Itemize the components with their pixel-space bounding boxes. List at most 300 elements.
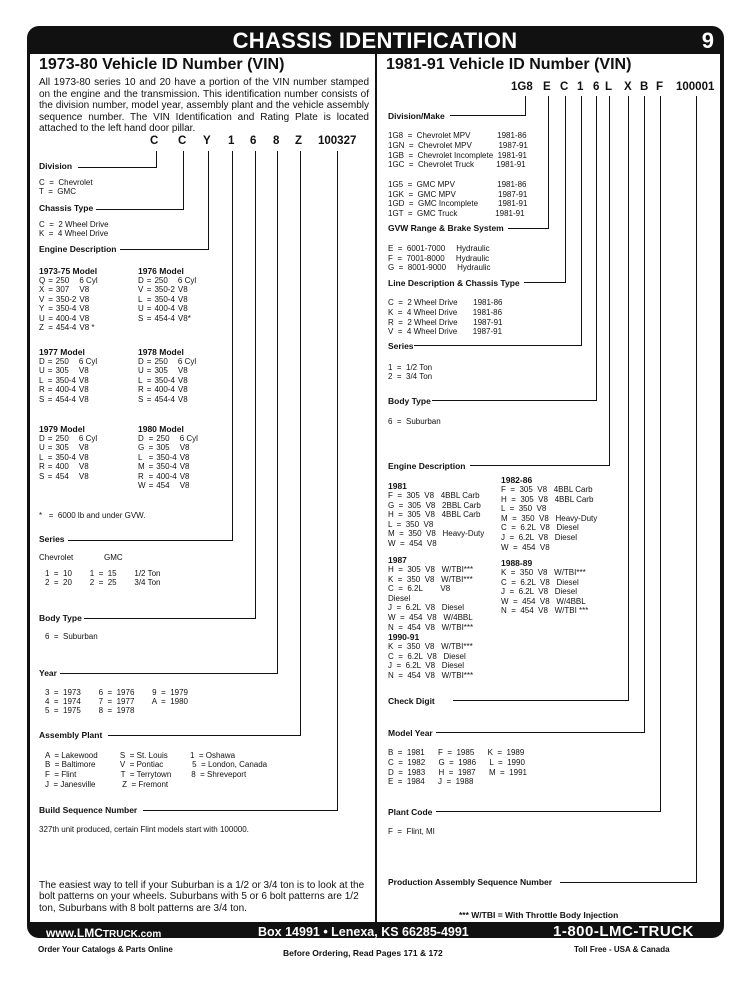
bolt-pattern-tip: The easiest way to tell if your Suburban is a 1/2 or 3/4 ton is to look at the bolt patterns on your wheels. Suburbans with 5 or 6 bolt patterns are 1/2 ton, Suburbans with 8 bolt patterns are 3/4 ton.: [39, 880, 365, 914]
division-make-item: 1GT = GMC Truck 1981-91: [388, 209, 525, 218]
table-cell: =: [47, 443, 53, 453]
table-cell: =: [47, 471, 53, 481]
build-sequence-label: Build Sequence Number: [39, 805, 138, 815]
table-cell: U: [138, 366, 144, 376]
vin-char: Z: [295, 135, 303, 147]
engine-item: W = 454 V8: [388, 538, 437, 548]
connector-line: [432, 400, 597, 401]
model-year-label: Model Year: [388, 728, 433, 738]
table-row: [138, 453, 201, 462]
connector-line: [565, 96, 566, 283]
table-cell: V8: [78, 366, 89, 376]
table-cell: W: [138, 481, 146, 491]
engine-item: K = 350 V8 W/TBI***: [388, 642, 473, 651]
series-label: Series: [388, 341, 414, 351]
connector-line: [156, 151, 157, 168]
connector-line: [596, 96, 597, 401]
table-cell: Z: [39, 323, 44, 333]
vin-char: E: [543, 81, 551, 93]
table-cell: V8: [79, 285, 90, 295]
toll-free-note: Toll Free - USA & Canada: [574, 945, 670, 954]
year-item: 3 = 1973 6 = 1976 9 = 1979: [45, 688, 188, 697]
table-cell: =: [146, 385, 152, 395]
table-cell: =: [47, 357, 53, 366]
connector-line: [96, 209, 184, 210]
table-cell: =: [47, 434, 53, 443]
connector-line: [300, 151, 301, 736]
engine-item: J = 6.2L V8 Diesel: [501, 587, 577, 597]
table-cell: G: [138, 443, 145, 453]
table-row: [39, 385, 100, 394]
website-prefix: www.: [46, 926, 77, 940]
left-heading: 1973-80 Vehicle ID Number (VIN): [39, 56, 285, 73]
engine-item: F = 305 V8 4BBL Carb: [501, 485, 593, 494]
table-row: [138, 304, 199, 313]
assembly-plant-item: J = Janesville Z = Fremont: [45, 780, 169, 789]
engine-item: C = 6.2L V8 Diesel: [501, 577, 579, 587]
connector-line: [609, 96, 610, 466]
table-row: [138, 385, 199, 394]
engine-group-title: 1987: [388, 555, 407, 565]
table-cell: V8: [177, 366, 188, 376]
table-cell: 454-4: [55, 323, 77, 333]
table-cell: =: [146, 375, 152, 385]
connector-line: [255, 151, 256, 619]
vin-char: B: [640, 81, 649, 93]
engine-item: L = 350 V8: [501, 504, 547, 514]
engine-group-title: 1980 Model: [138, 424, 184, 434]
table-row: [39, 314, 101, 323]
connector-line: [68, 540, 233, 541]
table-row: [138, 295, 199, 304]
vin-char: Y: [203, 135, 211, 147]
engine-group: [388, 555, 473, 632]
table-cell: 350-4: [55, 375, 76, 385]
table-cell: 6 Cyl: [179, 434, 198, 443]
table-cell: =: [47, 385, 53, 395]
table-cell: R: [138, 385, 144, 395]
page-title: CHASSIS IDENTIFICATION: [232, 28, 518, 53]
table-row: [39, 285, 101, 294]
table-cell: 350-2: [55, 294, 77, 304]
vin-char: 1: [577, 81, 584, 93]
engine-item: J = 6.2L V8 Diesel: [388, 661, 464, 671]
table-cell: S: [138, 394, 144, 404]
table-row: [39, 453, 100, 462]
table-cell: V8: [179, 471, 190, 481]
engine-item: J = 6.2L V8 Diesel: [388, 603, 464, 613]
table-cell: L: [138, 452, 143, 462]
table-cell: =: [146, 285, 152, 295]
model-year-item: E = 1984 J = 1988: [388, 777, 474, 786]
engine-group: [138, 266, 199, 323]
line-description-label: Line Description & Chassis Type: [388, 278, 520, 288]
table-cell: =: [48, 304, 53, 314]
vin-char: 100327: [318, 135, 357, 147]
table-cell: 250: [154, 276, 168, 285]
connector-line: [696, 96, 697, 883]
engine-item: H = 305 V8 W/TBI***: [388, 565, 474, 574]
table-cell: 454-4: [154, 394, 175, 404]
table-cell: 400: [55, 462, 69, 472]
table-cell: 305: [55, 366, 69, 376]
assembly-plant-label: Assembly Plant: [39, 730, 103, 740]
table-row: [138, 314, 199, 323]
engine-item: N = 454 V8 W/TBI***: [388, 622, 474, 632]
before-ordering-note: Before Ordering, Read Pages 171 & 172: [283, 948, 443, 958]
table-cell: 350-4: [55, 304, 77, 314]
table-cell: =: [48, 285, 53, 295]
division-item: C = Chevrolet: [39, 178, 93, 187]
table-cell: =: [48, 313, 53, 323]
table-cell: =: [48, 276, 53, 285]
connector-line: [120, 249, 209, 250]
engine-item: H = 305 V8 4BBL Carb: [501, 494, 594, 504]
table-cell: =: [48, 294, 53, 304]
line-description-item: K = 4 Wheel Drive 1981-86: [388, 308, 503, 317]
engine-item: W = 454 V8 W/4BBL: [388, 612, 473, 622]
table-cell: 305: [156, 443, 170, 453]
table-cell: L: [39, 375, 44, 385]
vin-char: 1: [228, 135, 235, 147]
vin-char: 1G8: [511, 81, 533, 93]
table-cell: U: [39, 313, 45, 323]
vin-char: 100001: [676, 81, 715, 93]
gvw-label: GVW Range & Brake System: [388, 223, 504, 233]
build-sequence-note: 327th unit produced, certain Flint models start with 100000.: [39, 825, 249, 834]
body-type-label: Body Type: [388, 396, 431, 406]
table-cell: =: [47, 394, 53, 404]
plant-code-item: F = Flint, MI: [388, 827, 435, 836]
engine-group-title: 1973-75 Model: [39, 266, 98, 276]
table-row: [138, 462, 201, 471]
table-cell: V8: [179, 481, 190, 491]
series-label: Series: [39, 534, 65, 544]
engine-item: L = 350 V8: [388, 519, 434, 529]
engine-item: H = 305 V8 4BBL Carb: [388, 510, 481, 520]
table-cell: =: [47, 366, 53, 376]
connector-line: [548, 96, 549, 229]
connector-line: [108, 735, 301, 736]
table-row: [39, 304, 101, 313]
chassis-item: K = 4 Wheel Drive: [39, 229, 109, 238]
vin-char: 6: [250, 135, 257, 147]
gvw-item: E = 6001-7000 Hydraulic: [388, 244, 490, 253]
website[interactable]: [46, 926, 161, 940]
engine-group-title: 1988-89: [501, 558, 533, 568]
website-brand: LMC: [76, 926, 103, 940]
line-description-item: V = 4 Wheel Drive 1987-91: [388, 327, 503, 336]
table-row: [39, 376, 100, 385]
table-row: [138, 481, 201, 490]
series-col-gmc: GMC: [104, 553, 123, 562]
chassis-label: Chassis Type: [39, 203, 94, 213]
engine-label: Engine Description: [39, 244, 117, 254]
table-cell: V8: [177, 394, 188, 404]
table-cell: =: [146, 276, 152, 285]
table-row: [138, 434, 201, 443]
vin-char: C: [150, 135, 159, 147]
model-year-item: B = 1981 F = 1985 K = 1989: [388, 748, 525, 757]
right-heading: 1981-91 Vehicle ID Number (VIN): [386, 56, 632, 73]
vin-char: L: [605, 81, 613, 93]
connector-line: [660, 96, 661, 812]
division-item: T = GMC: [39, 187, 76, 196]
table-row: [138, 443, 201, 452]
connector-line: [560, 882, 697, 883]
vin-char: X: [624, 81, 632, 93]
table-cell: 307: [55, 285, 70, 295]
table-row: [138, 276, 199, 285]
model-year-item: D = 1983 H = 1987 M = 1991: [388, 768, 527, 777]
table-cell: 6 Cyl: [177, 276, 197, 285]
series-item: 2 = 3/4 Ton: [388, 372, 433, 381]
check-digit-label: Check Digit: [388, 696, 435, 706]
table-cell: Q: [39, 276, 46, 285]
table-cell: Y: [39, 304, 45, 314]
engine-group-title: 1978 Model: [138, 347, 184, 357]
table-cell: =: [146, 366, 152, 376]
series-col-chevrolet: Chevrolet: [39, 553, 74, 562]
table-row: [138, 357, 199, 366]
connector-line: [208, 151, 209, 250]
division-label: Division: [39, 161, 73, 171]
table-cell: V8: [177, 375, 188, 385]
table-cell: 350-4: [55, 452, 76, 462]
vin-char: C: [560, 81, 569, 93]
series-item: 1 = 1/2 Ton: [388, 363, 433, 372]
engine-item: G = 305 V8 2BBL Carb: [388, 500, 481, 510]
table-cell: V: [138, 285, 144, 295]
connector-line: [84, 618, 256, 619]
gvw-item: F = 7001-8000 Hydraulic: [388, 254, 490, 263]
connector-line: [60, 673, 278, 674]
order-online-note: Order Your Catalogs & Parts Online: [38, 945, 173, 954]
table-cell: U: [39, 366, 45, 376]
vin-char: 6: [593, 81, 600, 93]
table-cell: S: [39, 394, 45, 404]
division-make-item: 1GB = Chevrolet Incomplete 1981-91: [388, 151, 527, 160]
table-row: [138, 395, 199, 404]
engine-item: W = 454 V8 W/4BBL: [501, 596, 586, 606]
table-cell: =: [148, 434, 154, 443]
mailing-address: Box 14991 • Lenexa, KS 66285-4991: [258, 925, 469, 939]
division-make-item: 1G5 = GMC MPV 1981-86: [388, 180, 527, 189]
table-cell: D: [138, 276, 144, 285]
page-number: 9: [701, 28, 714, 53]
table-cell: =: [47, 452, 53, 462]
table-cell: V8: [78, 385, 89, 395]
table-cell: D: [39, 357, 45, 366]
connector-line: [337, 151, 338, 811]
vin-char: 8: [273, 135, 280, 147]
table-row: [39, 323, 101, 332]
connector-line: [453, 700, 629, 701]
table-cell: V8: [177, 294, 188, 304]
phone-number[interactable]: 1-800-LMC-TRUCK: [553, 923, 694, 940]
table-cell: V8: [177, 385, 188, 395]
table-row: [138, 366, 199, 375]
table-cell: S: [39, 471, 45, 481]
series-item: 1 = 10 1 = 15 1/2 Ton: [45, 569, 161, 578]
connector-line: [232, 151, 233, 541]
division-make-item: 1GC = Chevrolet Truck 1981-91: [388, 160, 526, 169]
table-cell: M: [138, 462, 145, 472]
connector-line: [644, 96, 645, 733]
table-cell: =: [148, 452, 154, 462]
year-label: Year: [39, 668, 57, 678]
table-cell: =: [146, 394, 152, 404]
body-type-item: 6 = Suburban: [45, 632, 98, 641]
engine-group-title: 1979 Model: [39, 424, 85, 434]
vin-char: F: [656, 81, 664, 93]
division-make-item: 1GK = GMC MPV 1987-91: [388, 190, 528, 199]
table-row: [39, 366, 100, 375]
table-cell: V8: [78, 452, 89, 462]
tbi-note: *** W/TBI = With Throttle Body Injection: [459, 910, 619, 920]
table-cell: =: [146, 357, 152, 366]
table-cell: V8: [79, 304, 90, 314]
table-cell: =: [148, 462, 154, 472]
table-cell: L: [39, 452, 44, 462]
table-cell: 250: [55, 434, 69, 443]
website-suffix: TRUCK.com: [102, 929, 162, 940]
table-cell: V8: [78, 394, 89, 404]
table-row: [39, 443, 100, 452]
table-cell: V8: [78, 443, 89, 453]
table-cell: V: [39, 294, 45, 304]
connector-line: [436, 732, 645, 733]
table-row: [138, 472, 201, 481]
table-cell: D: [39, 434, 45, 443]
engine-group: [39, 347, 100, 404]
line-description-item: R = 2 Wheel Drive 1987-91: [388, 318, 503, 327]
table-cell: V8: [179, 443, 190, 453]
table-cell: V8: [179, 452, 190, 462]
table-cell: V8: [177, 304, 188, 314]
engine-group-title: 1976 Model: [138, 266, 184, 276]
gvw-item: G = 8001-9000 Hydraulic: [388, 263, 491, 272]
engine-item: K = 350 V8 W/TBI***: [501, 568, 586, 577]
chassis-item: C = 2 Wheel Drive: [39, 220, 109, 229]
table-cell: =: [47, 462, 53, 472]
table-cell: 454: [55, 471, 69, 481]
table-cell: 350-4: [154, 375, 175, 385]
table-cell: =: [148, 471, 154, 481]
vin-char: C: [178, 135, 187, 147]
table-cell: 350-4: [156, 462, 177, 472]
table-cell: R: [39, 462, 45, 472]
table-cell: 400-4: [55, 313, 77, 323]
table-cell: 454: [156, 481, 170, 491]
table-cell: =: [47, 375, 53, 385]
table-cell: =: [146, 294, 152, 304]
engine-item: M = 350 V8 Heavy-Duty: [388, 529, 485, 539]
table-cell: =: [146, 313, 152, 323]
table-cell: 250: [55, 357, 69, 366]
division-make-item: 1GN = Chevrolet MPV 1987-91: [388, 141, 528, 150]
connector-line: [470, 465, 610, 466]
table-cell: 250: [156, 434, 170, 443]
production-sequence-label: Production Assembly Sequence Number: [388, 877, 553, 887]
table-cell: 305: [55, 443, 69, 453]
table-cell: 6 Cyl: [78, 434, 98, 443]
table-row: [39, 462, 100, 471]
division-make-item: 1G8 = Chevrolet MPV 1981-86: [388, 131, 527, 140]
table-cell: V8*: [177, 313, 191, 323]
engine-group: [501, 558, 588, 616]
table-cell: V8: [78, 375, 89, 385]
body-type-item: 6 = Suburban: [388, 417, 441, 426]
connector-line: [450, 115, 526, 116]
table-row: [138, 285, 199, 294]
table-cell: 400-4: [156, 471, 177, 481]
engine-group: [138, 424, 201, 490]
table-cell: R: [138, 471, 144, 481]
table-cell: D: [138, 357, 144, 366]
engine-label: Engine Description: [388, 461, 466, 471]
table-cell: 6 Cyl: [177, 357, 197, 366]
year-item: 5 = 1975 8 = 1978: [45, 706, 135, 715]
connector-line: [78, 167, 157, 168]
table-row: [39, 276, 101, 285]
table-row: [39, 434, 100, 443]
engine-item: K = 350 V8 W/TBI***: [388, 574, 473, 584]
table-cell: V8: [78, 471, 89, 481]
table-cell: 250: [55, 276, 70, 285]
division-make-label: Division/Make: [388, 111, 445, 121]
connector-line: [581, 96, 582, 346]
body-type-label: Body Type: [39, 613, 82, 623]
assembly-plant-item: B = Baltimore V = Pontiac 5 = London, Canada: [45, 760, 268, 769]
table-cell: 350-2: [154, 285, 175, 295]
connector-line: [508, 228, 549, 229]
engine-group: [39, 266, 101, 332]
table-cell: 454-4: [154, 313, 175, 323]
table-cell: S: [138, 313, 144, 323]
table-cell: 400-4: [154, 304, 175, 314]
engine-item: F = 305 V8 4BBL Carb: [388, 491, 480, 500]
table-cell: R: [39, 385, 45, 395]
engine-item: J = 6.2L V8 Diesel: [501, 532, 577, 542]
connector-line: [143, 810, 338, 811]
engine-item: M = 350 V8 Heavy-Duty: [501, 513, 598, 523]
table-cell: 350-4: [156, 452, 177, 462]
table-cell: X: [39, 285, 45, 295]
connector-line: [183, 151, 184, 210]
table-row: [138, 376, 199, 385]
table-cell: =: [148, 443, 154, 453]
engine-item: N = 454 V8 W/TBI ***: [501, 606, 589, 616]
table-cell: U: [138, 304, 144, 314]
engine-group: [388, 481, 484, 549]
connector-line: [436, 811, 661, 812]
engine-group-title: 1981: [388, 481, 407, 491]
engine-item: C = 6.2L V8 Diesel: [388, 651, 466, 661]
column-divider: [375, 54, 377, 922]
line-description-item: C = 2 Wheel Drive 1981-86: [388, 298, 503, 307]
table-cell: 400-4: [55, 385, 76, 395]
table-row: [39, 357, 100, 366]
connector-line: [628, 96, 629, 701]
table-cell: 305: [154, 366, 168, 376]
table-cell: V8: [179, 462, 190, 472]
table-cell: 6 Cyl: [79, 276, 98, 285]
engine-group-title: 1990-91: [388, 632, 420, 642]
engine-group: [39, 424, 100, 481]
engine-group: [388, 632, 473, 680]
table-row: [39, 395, 100, 404]
